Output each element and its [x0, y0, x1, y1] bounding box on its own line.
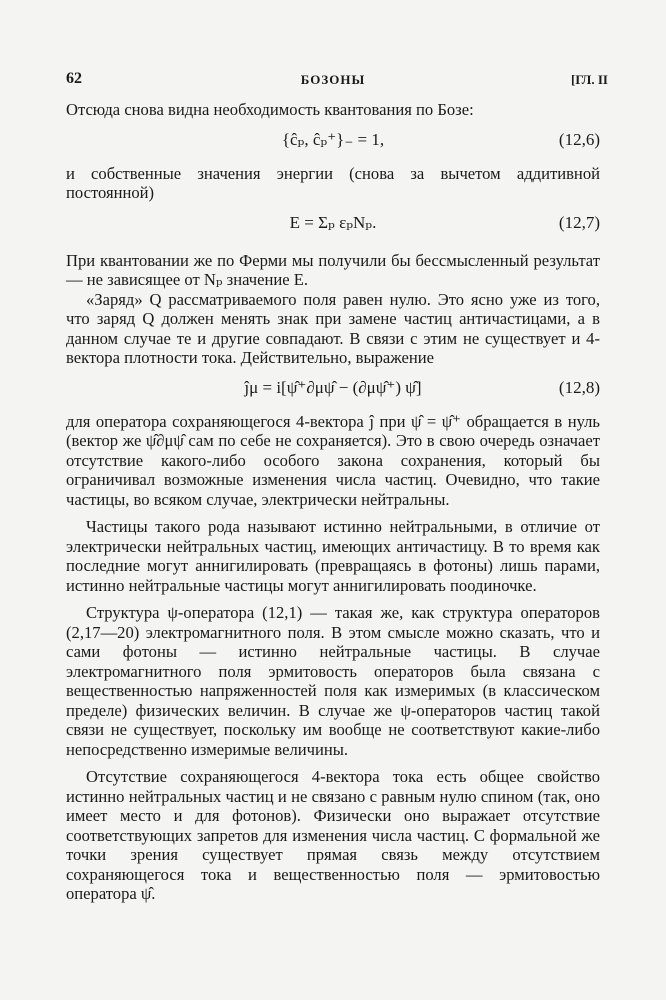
equation-12-7 — [66, 203, 600, 247]
paragraph-7: Структура ψ-оператора (12,1) — такая же, как структура операторов (2,17—20) электромагнитного поля. В этом смысле можно сказать, что и сами фотоны — истинно нейтральные частицы. В случае электромагнитного поля эрмитовость операторов была связана с вещественностью напряженностей поля как измеримых (в классическом пределе) физических величин. В случае же ψ-операторов частиц такой связи не существует, поскольку им вообще не соответствуют какие-либо непосредственно измеримые величины. — [66, 603, 600, 759]
paragraph-5: для оператора сохраняющегося 4-вектора ĵ при ψ̂ = ψ̂⁺ обращается в нуль (вектор же ψ̂∂μψ̂ сам по себе не сохраняется). Это в свою очередь означает отсутствие какого-либо особого закона сохранения, который бы ограничивал возможные изменения числа частиц. Очевидно, что такие частицы, во всяком случае, электрически нейтральны. — [66, 411, 600, 509]
equation-number: (12,8) — [558, 377, 600, 397]
paragraph-8: Отсутствие сохраняющегося 4-вектора тока есть общее свойство истинно нейтральных частиц и не связано с равным нулю спином (так, оно имеет место и для фотонов). Физически оно выражает отсутствие соответствующих запретов для изменения числа частиц. С формальной же точки зрения существует прямая связь между отсутствием сохраняющегося тока и вещественностью поля — эрмитовостью оператора ψ̂. — [66, 767, 600, 903]
running-title: БОЗОНЫ — [300, 72, 366, 87]
equation-number: (12,6) — [558, 129, 600, 149]
page-number: 62 — [66, 70, 82, 87]
equation-number: (12,7) — [558, 212, 600, 232]
equation-formula: {ĉₚ, ĉₚ⁺}₋ = 1, — [281, 129, 385, 149]
equation-formula: ĵμ = i[ψ̂⁺∂μψ̂ − (∂μψ̂⁺) ψ̂] — [244, 377, 422, 397]
running-header — [66, 70, 608, 96]
paragraph-6: Частицы такого рода называют истинно нейтральными, в отличие от электрически нейтральных частиц, имеющих античастицу. В то время как последние могут аннигилировать (превращаясь в фотоны) лишь парами, истинно нейтральные частицы могут аннигилировать поодиночке. — [66, 517, 600, 595]
equation-formula: E = Σₚ εₚNₚ. — [289, 212, 377, 232]
paragraph-1: Отсюда снова видна необходимость квантования по Бозе: — [66, 100, 474, 119]
page — [66, 70, 608, 904]
paragraph-2: и собственные значения энергии (снова за вычетом аддитивной постоянной) — [66, 163, 600, 202]
paragraph-4: «Заряд» Q рассматриваемого поля равен нулю. Это ясно уже из того, что заряд Q должен менять знак при замене частиц античастицами, а в данном случае те и другие совпадают. В связи с этим не существует и 4-вектора плотности тока. Действительно, выражение — [66, 289, 600, 367]
equation-12-6 — [66, 120, 600, 164]
paragraph-3: При квантовании же по Ферми мы получили бы бессмысленный результат — не зависящее от Nₚ значение E. — [66, 250, 600, 289]
equation-12-8 — [66, 368, 600, 412]
chapter-label: [ГЛ. II — [571, 72, 608, 87]
